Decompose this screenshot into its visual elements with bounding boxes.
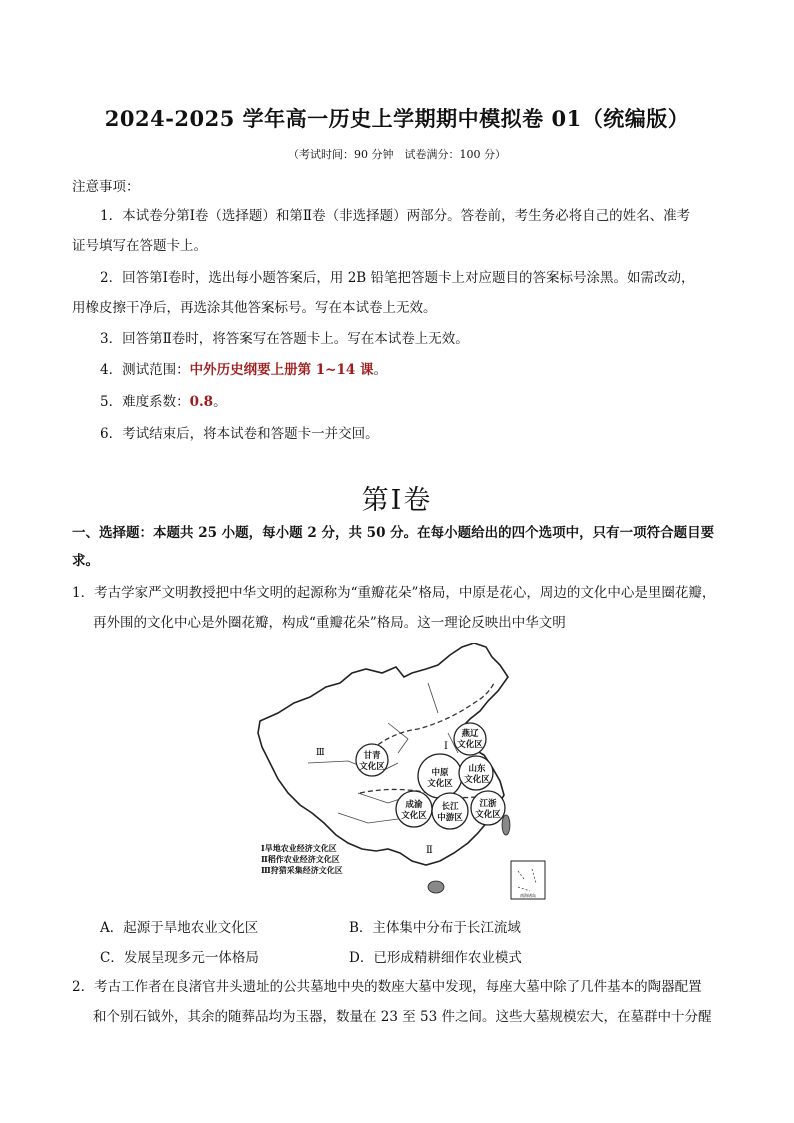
question-1-option-c[interactable]: C．发展呈现多元一体格局 (100, 950, 259, 966)
test-scope: 中外历史纲要上册第 1~14 课 (189, 362, 374, 378)
section-intro-cont: 求。 (72, 553, 99, 569)
inset-label: 南海诸岛 (520, 893, 536, 898)
section-title: 第Ⅰ卷 (361, 485, 433, 516)
question-1-stem: 1．考古学家严文明教授把中华文明的起源称为“重瓣花朵”格局，中原是花心，周边的文化中心是里圈花瓣， (72, 585, 716, 601)
exam-info: （考试时间：90 分钟 试卷满分：100 分） (288, 148, 506, 161)
map-legend-3: Ⅲ狩猎采集经济文化区 (261, 865, 343, 875)
notice-item-5 (100, 392, 227, 412)
question-1-option-a[interactable]: A．起源于旱地农业文化区 (100, 920, 259, 936)
notice-item-5-prefix: 5．难度系数： (100, 394, 190, 410)
yanliao-label-1: 燕辽 (461, 729, 479, 739)
notice-item-6: 6．考试结束后，将本试卷和答题卡一并交回。 (100, 426, 379, 442)
zhongyuan-label-2: 文化区 (427, 779, 453, 789)
chengyu-label-1: 成渝 (405, 800, 423, 810)
notice-heading: 注意事项： (72, 179, 140, 195)
taiwan-island (502, 815, 510, 835)
jiangzhe-label-2: 文化区 (475, 810, 501, 820)
jiangzhe-label-1: 江浙 (479, 799, 497, 809)
gansu-label-1: 甘青 (363, 751, 381, 761)
changjiang-label-2: 中游区 (437, 813, 463, 823)
notice-item-2-cont: 用橡皮擦干净后，再选涂其他答案标号。写在本试卷上无效。 (72, 300, 437, 316)
notice-item-3: 3．回答第Ⅱ卷时，将答案写在答题卡上。写在本试卷上无效。 (100, 331, 469, 347)
question-1-stem-cont: 再外围的文化中心是外圈花瓣，构成“重瓣花朵”格局。这一理论反映出中华文明 (93, 615, 566, 631)
gansu-label-2: 文化区 (359, 762, 385, 772)
zone-mark-3: Ⅲ (316, 748, 325, 758)
question-2-stem-cont: 和个别石钺外，其余的随葬品均为玉器，数量在 23 至 53 件之间。这些大墓规模宏大，在墓群中十分醒 (93, 1009, 712, 1025)
zone-mark-2: Ⅱ (426, 845, 433, 856)
map-legend-2: Ⅱ稻作农业经济文化区 (261, 854, 340, 864)
notice-item-2: 2．回答第Ⅰ卷时，选出每小题答案后，用 2B 铅笔把答题卡上对应题目的答案标号涂黑。如需改动， (100, 270, 695, 286)
question-2-stem: 2．考古工作者在良渚官井头遗址的公共墓地中央的数座大墓中发现，每座大墓中除了几件基本的陶器配置 (72, 979, 702, 995)
zone-mark-1: Ⅰ (444, 741, 448, 752)
chengyu-label-2: 文化区 (401, 811, 427, 821)
notice-item-4-prefix: 4．测试范围： (100, 362, 190, 378)
section-intro: 一、选择题：本题共 25 小题，每小题 2 分，共 50 分。在每小题给出的四个选项中，只有一项符合题目要 (72, 525, 715, 541)
notice-item-1-cont: 证号填写在答题卡上。 (72, 238, 207, 254)
notice-item-5-suffix: 。 (213, 394, 227, 410)
shandong-label-2: 文化区 (464, 775, 490, 785)
circle-yanliao (454, 723, 486, 755)
question-1-option-b[interactable]: B．主体集中分布于长江流域 (349, 920, 521, 936)
changjiang-label-1: 长江 (441, 802, 459, 812)
map-legend-1: Ⅰ旱地农业经济文化区 (261, 843, 337, 853)
yanliao-label-2: 文化区 (457, 740, 483, 750)
notice-item-1: 1．本试卷分第Ⅰ卷（选择题）和第Ⅱ卷（非选择题）两部分。答卷前，考生务必将自己的姓名、准考 (100, 208, 691, 224)
question-1-option-d[interactable]: D．已形成精耕细作农业模式 (349, 950, 522, 966)
notice-item-4-suffix: 。 (373, 362, 387, 378)
notice-item-4 (100, 360, 387, 380)
page-title: 2024-2025 学年高一历史上学期期中模拟卷 01（统编版） (104, 106, 690, 131)
zhongyuan-label-1: 中原 (431, 768, 449, 778)
shandong-label-1: 山东 (468, 764, 486, 774)
hainan-island (428, 881, 444, 893)
difficulty-value: 0.8 (189, 394, 214, 410)
